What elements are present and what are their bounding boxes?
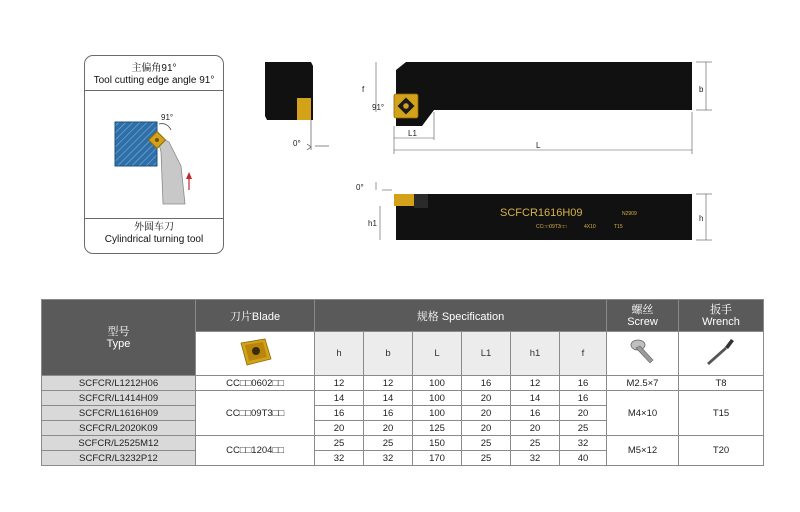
col-h1: h1 [511,332,560,376]
top-view-angle-label: 91° [372,103,385,112]
cutting-angle-diagram [85,92,223,218]
holder-marking: SCFCR1616H09 [500,207,583,219]
col-h: h [315,332,364,376]
row-type: SCFCR/L1414H09 [42,391,196,406]
cell-h: 25 [315,436,364,451]
header-blade: 刀片Blade [196,300,315,332]
cell-h: 20 [315,421,364,436]
cell-L1: 20 [462,406,511,421]
top-view-holder [396,62,692,126]
cell-L1: 20 [462,391,511,406]
cutting-angle-callout [84,55,224,254]
callout-title-cn: 主偏角91° [131,63,177,74]
row-wrench: T20 [679,436,764,466]
col-L1: L1 [462,332,511,376]
header-screw-cn: 螺丝 [631,303,654,316]
header-spec: 规格 Specification [315,300,607,332]
front-view-insert [394,194,414,206]
cell-b: 16 [364,406,413,421]
cell-f: 20 [560,406,607,421]
callout-title-en: Tool cutting edge angle 91° [93,75,215,86]
cell-L1: 20 [462,421,511,436]
cell-h1: 32 [511,451,560,466]
end-view-drawing [255,58,335,158]
cell-b: 25 [364,436,413,451]
row-blade: CC□□0602□□ [196,376,315,391]
callout-angle-label: 91° [161,113,174,122]
row-screw: M2.5×7 [607,376,679,391]
cell-b: 32 [364,451,413,466]
table-row [42,391,764,406]
cell-h1: 20 [511,421,560,436]
cell-b: 12 [364,376,413,391]
holder-sub-marking-2: 4X10 [584,224,596,230]
row-blade: CC□□1204□□ [196,436,315,466]
cell-f: 16 [560,376,607,391]
screw-icon [628,335,658,369]
dim-h-label: h [699,214,704,223]
header-wrench-cn: 扳手 [710,303,732,316]
end-view-angle-label: 0° [293,139,301,148]
cell-f: 32 [560,436,607,451]
table-row [42,436,764,451]
col-L: L [413,332,462,376]
callout-footer-en: Cylindrical turning tool [104,234,204,245]
header-screw-en: Screw [627,315,658,328]
cell-L: 125 [413,421,462,436]
cell-b: 20 [364,421,413,436]
workpiece-hatched [115,122,157,166]
wrench-image-cell [679,332,764,376]
row-type: SCFCR/L1212H06 [42,376,196,391]
header-screw [607,300,679,332]
cell-h: 14 [315,391,364,406]
table-row [42,376,764,391]
cell-h: 32 [315,451,364,466]
holder-shank [157,136,185,204]
dim-h1-label: h1 [368,219,377,228]
feed-arrow-icon [186,172,192,179]
row-type: SCFCR/L3232P12 [42,451,196,466]
cell-h: 16 [315,406,364,421]
insert-hole [155,138,159,142]
row-screw: M5×12 [607,436,679,466]
row-wrench: T8 [679,376,764,391]
front-view-drawing [356,178,716,250]
front-view-clamp [414,194,428,208]
cell-L: 150 [413,436,462,451]
cell-h: 12 [315,376,364,391]
end-view-insert [297,98,311,120]
dim-f-label: f [362,85,365,94]
cell-f: 25 [560,421,607,436]
angle-arc [159,124,171,130]
callout-top-divider [85,90,223,91]
header-wrench-en: Wrench [702,315,740,328]
top-view-drawing [356,48,716,156]
dim-b-label: b [699,85,704,94]
header-wrench [679,300,764,332]
holder-sub-marking-1: CC□□09T3□□ [536,224,567,230]
front-view-angle-label: 0° [356,183,364,192]
row-wrench: T15 [679,391,764,436]
col-b: b [364,332,413,376]
holder-code: N2909 [622,211,637,217]
header-type-en: Type [106,337,131,350]
end-view-arrow [307,144,311,150]
row-type: SCFCR/L1616H09 [42,406,196,421]
row-type: SCFCR/L2525M12 [42,436,196,451]
cell-f: 40 [560,451,607,466]
callout-bottom-divider [85,218,223,219]
header-type [42,300,196,376]
wrench-icon [703,335,739,369]
cell-L: 100 [413,376,462,391]
cell-h1: 12 [511,376,560,391]
cell-L1: 16 [462,376,511,391]
cell-L: 170 [413,451,462,466]
dim-l-label: L [536,141,541,150]
callout-footer-cn: 外圆车刀 [134,222,174,233]
col-f: f [560,332,607,376]
cell-L: 100 [413,406,462,421]
screw-image-cell [607,332,679,376]
cell-b: 14 [364,391,413,406]
dim-l1-label: L1 [408,129,417,138]
cell-L1: 25 [462,451,511,466]
cell-f: 16 [560,391,607,406]
row-blade: CC□□09T3□□ [196,391,315,436]
cell-h1: 16 [511,406,560,421]
header-type-cn: 型号 [107,325,130,338]
top-view-screw [403,103,409,109]
insert-blade-icon [235,335,275,369]
cell-L: 100 [413,391,462,406]
cell-h1: 25 [511,436,560,451]
spec-table [41,299,764,466]
cell-L1: 25 [462,436,511,451]
row-type: SCFCR/L2020K09 [42,421,196,436]
cell-h1: 14 [511,391,560,406]
holder-sub-marking-3: T15 [614,224,623,230]
blade-image-cell [196,332,315,376]
row-screw: M4×10 [607,391,679,436]
